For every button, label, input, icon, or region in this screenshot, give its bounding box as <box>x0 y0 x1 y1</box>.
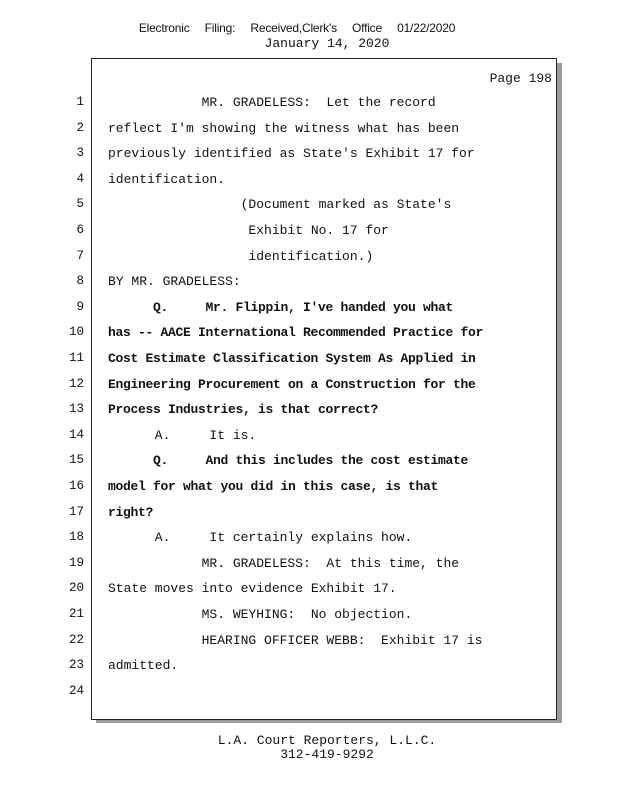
line-number: 2 <box>76 121 84 135</box>
line-number: 18 <box>68 530 84 544</box>
line-text: model for what you did in this case, is that <box>108 479 439 494</box>
line-text: Q. And this includes the cost estimate <box>108 453 469 468</box>
line-text: MS. WEYHING: No objection. <box>108 607 413 622</box>
line-number: 19 <box>68 556 84 570</box>
line-number: 24 <box>68 684 84 698</box>
footer-company: L.A. Court Reporters, L.L.C. <box>217 733 437 748</box>
line-number: 7 <box>76 249 84 263</box>
line-text: Cost Estimate Classification System As Applied in <box>108 351 476 366</box>
line-number: 21 <box>68 607 84 621</box>
filing-stamp-office: Office <box>352 21 382 35</box>
line-text: Exhibit No. 17 for <box>108 223 389 238</box>
line-number: 11 <box>68 351 84 365</box>
footer-phone: 312-419-9292 <box>280 747 374 762</box>
line-number: 13 <box>68 402 84 416</box>
line-number: 1 <box>76 95 84 109</box>
line-text: A. It certainly explains how. <box>108 530 413 545</box>
line-number: 3 <box>76 146 84 160</box>
line-number: 15 <box>68 453 84 467</box>
filing-stamp-received: Received,Clerk's <box>250 21 337 35</box>
line-text: Process Industries, is that correct? <box>108 402 379 417</box>
line-number: 4 <box>76 172 84 186</box>
line-number: 10 <box>68 325 84 339</box>
line-number: 17 <box>68 505 84 519</box>
line-number: 12 <box>68 377 84 391</box>
filing-stamp <box>0 21 594 35</box>
line-number: 8 <box>76 274 84 288</box>
line-text: BY MR. GRADELESS: <box>108 274 241 289</box>
line-text: Q. Mr. Flippin, I've handed you what <box>108 300 454 315</box>
filing-stamp-date: 01/22/2020 <box>397 21 456 35</box>
line-text: identification. <box>108 172 226 187</box>
line-text: A. It is. <box>108 428 257 443</box>
line-text: has -- AACE International Recommended Practice for <box>108 325 484 340</box>
filing-stamp-filing: Filing: <box>204 21 236 35</box>
filing-stamp-electronic: Electronic <box>138 21 190 35</box>
line-text: MR. GRADELESS: Let the record <box>108 95 436 110</box>
line-text: State moves into evidence Exhibit 17. <box>108 581 397 596</box>
line-text: reflect I'm showing the witness what has been <box>108 121 460 136</box>
line-number: 16 <box>68 479 84 493</box>
line-number: 20 <box>68 581 84 595</box>
page-number: Page 198 <box>489 71 552 86</box>
line-text: (Document marked as State's <box>108 197 452 212</box>
line-number: 23 <box>68 658 84 672</box>
hearing-date: January 14, 2020 <box>264 36 390 51</box>
line-text: MR. GRADELESS: At this time, the <box>108 556 460 571</box>
line-text: previously identified as State's Exhibit 17 for <box>108 146 475 161</box>
line-number: 9 <box>76 300 84 314</box>
line-number: 5 <box>76 197 84 211</box>
line-text: Engineering Procurement on a Construction for the <box>108 377 476 392</box>
line-number: 6 <box>76 223 84 237</box>
line-text: identification.) <box>108 249 374 264</box>
line-text: right? <box>108 505 154 520</box>
line-text: HEARING OFFICER WEBB: Exhibit 17 is <box>108 633 483 648</box>
line-text: admitted. <box>108 658 179 673</box>
line-number: 22 <box>68 633 84 647</box>
line-number: 14 <box>68 428 84 442</box>
